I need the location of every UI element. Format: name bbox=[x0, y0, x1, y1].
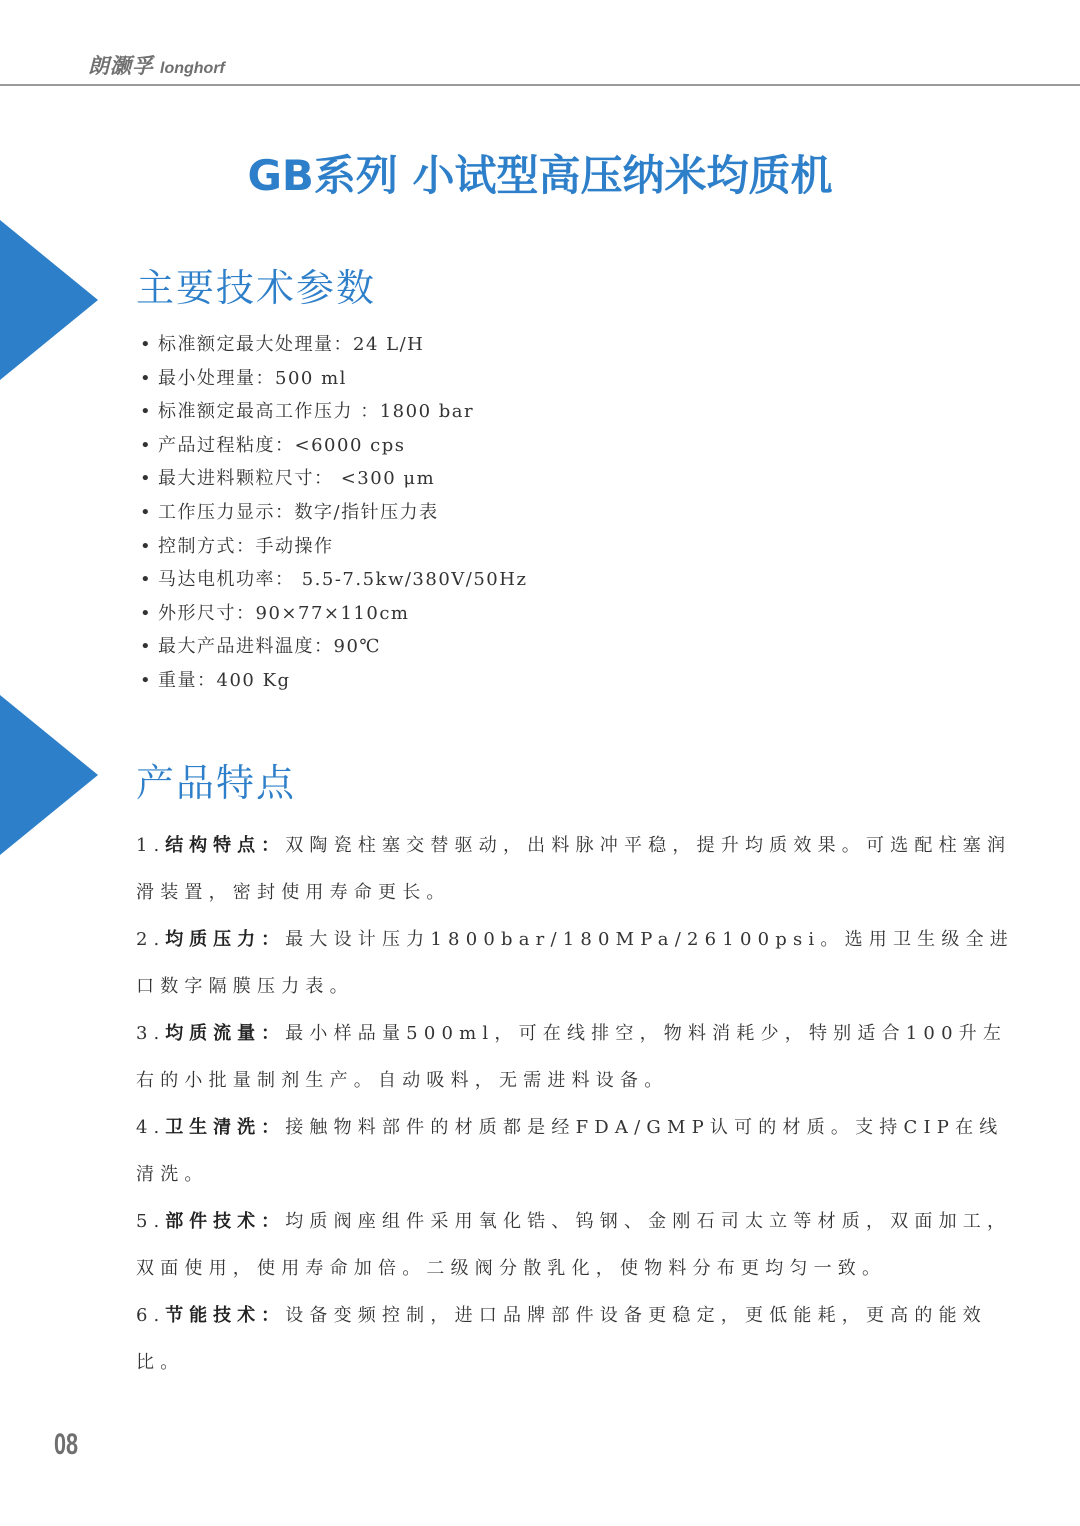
feature-text: 双陶瓷柱塞交替驱动，出料脉冲平稳，提升均质效果。可选配柱塞润滑装置，密封使用寿命更长。 bbox=[136, 835, 1012, 903]
spec-item bbox=[140, 328, 527, 362]
feature-number: 5. bbox=[136, 1211, 166, 1232]
feature-item bbox=[136, 822, 1016, 916]
feature-text: 设备变频控制，进口品牌部件设备更稳定，更低能耗，更高的能效比。 bbox=[136, 1305, 987, 1373]
spec-item bbox=[140, 462, 527, 496]
feature-label: 部件技术： bbox=[165, 1211, 286, 1232]
bullet-dot-icon: • bbox=[140, 367, 153, 389]
brand-name-en: longhorf bbox=[160, 60, 225, 77]
spec-item bbox=[140, 530, 527, 564]
brand-name-cn: 朗灏孚 bbox=[88, 54, 154, 78]
spec-text: 马达电机功率： 5.5-7.5kw/380V/50Hz bbox=[158, 569, 528, 591]
feature-number: 3. bbox=[136, 1023, 166, 1044]
feature-text: 接触物料部件的材质都是经FDA/GMP认可的材质。支持CIP在线清洗。 bbox=[136, 1117, 1004, 1185]
spec-text: 标准额定最高工作压力 ：1800 bar bbox=[158, 401, 475, 423]
spec-text: 工作压力显示：数字/指针压力表 bbox=[158, 501, 439, 523]
feature-number: 6. bbox=[136, 1305, 166, 1326]
feature-number: 1. bbox=[136, 835, 166, 856]
bullet-dot-icon: • bbox=[140, 569, 153, 591]
feature-label: 卫生清洗： bbox=[165, 1117, 286, 1138]
feature-item bbox=[136, 1198, 1016, 1292]
spec-text: 最大进料颗粒尺寸： <300 μm bbox=[158, 468, 436, 490]
feature-item bbox=[136, 1010, 1016, 1104]
bullet-dot-icon: • bbox=[140, 401, 153, 423]
section-marker-triangle bbox=[0, 695, 98, 855]
page-title: GB系列 小试型高压纳米均质机 bbox=[247, 151, 833, 200]
feature-number: 4. bbox=[136, 1117, 166, 1138]
spec-text: 重量：400 Kg bbox=[158, 669, 291, 691]
feature-text: 最小样品量500ml，可在线排空，物料消耗少，特别适合100升左右的小批量制剂生产。自动吸料，无需进料设备。 bbox=[136, 1023, 1008, 1091]
bullet-dot-icon: • bbox=[140, 669, 153, 691]
spec-item bbox=[140, 630, 527, 664]
spec-text: 标准额定最大处理量：24 L/H bbox=[158, 334, 425, 355]
feature-item bbox=[136, 1292, 1016, 1386]
bullet-dot-icon: • bbox=[140, 468, 153, 490]
section-marker-triangle bbox=[0, 220, 98, 380]
feature-text: 均质阀座组件采用氧化锆、钨钢、金刚石司太立等材质，双面加工，双面使用，使用寿命加倍。二级阀分散乳化，使物料分布更均匀一致。 bbox=[136, 1211, 1012, 1279]
specs-heading: 主要技术参数 bbox=[136, 266, 377, 310]
spec-item bbox=[140, 563, 527, 597]
spec-item bbox=[140, 597, 527, 631]
spec-item bbox=[140, 664, 527, 698]
spec-item bbox=[140, 429, 527, 463]
bullet-dot-icon: • bbox=[140, 535, 153, 557]
brand-logo bbox=[88, 50, 225, 80]
feature-item bbox=[136, 916, 1016, 1010]
feature-label: 结构特点： bbox=[165, 835, 286, 856]
bullet-dot-icon: • bbox=[140, 501, 153, 523]
feature-label: 均质压力： bbox=[165, 929, 286, 950]
spec-text: 产品过程粘度：<6000 cps bbox=[158, 434, 406, 456]
spec-item bbox=[140, 496, 527, 530]
spec-list bbox=[140, 328, 527, 698]
page-header bbox=[0, 0, 1080, 86]
spec-item bbox=[140, 395, 527, 429]
features-heading: 产品特点 bbox=[136, 761, 297, 805]
bullet-dot-icon: • bbox=[140, 602, 153, 624]
feature-list bbox=[136, 822, 1016, 1386]
bullet-dot-icon: • bbox=[140, 334, 153, 355]
spec-text: 最小处理量：500 ml bbox=[158, 367, 347, 389]
spec-item bbox=[140, 362, 527, 396]
feature-label: 均质流量： bbox=[165, 1023, 286, 1044]
bullet-dot-icon: • bbox=[140, 434, 153, 456]
bullet-dot-icon: • bbox=[140, 636, 153, 658]
header-divider bbox=[0, 84, 1080, 86]
feature-label: 节能技术： bbox=[165, 1305, 286, 1326]
feature-item bbox=[136, 1104, 1016, 1198]
feature-text: 最大设计压力1800bar/180MPa/26100psi。选用卫生级全进口数字隔膜压力表。 bbox=[136, 929, 1014, 997]
spec-text: 控制方式：手动操作 bbox=[158, 535, 334, 557]
page-number: 08 bbox=[54, 1428, 79, 1461]
feature-number: 2. bbox=[136, 929, 166, 950]
spec-text: 外形尺寸：90×77×110cm bbox=[158, 602, 410, 624]
spec-text: 最大产品进料温度：90℃ bbox=[158, 636, 382, 658]
